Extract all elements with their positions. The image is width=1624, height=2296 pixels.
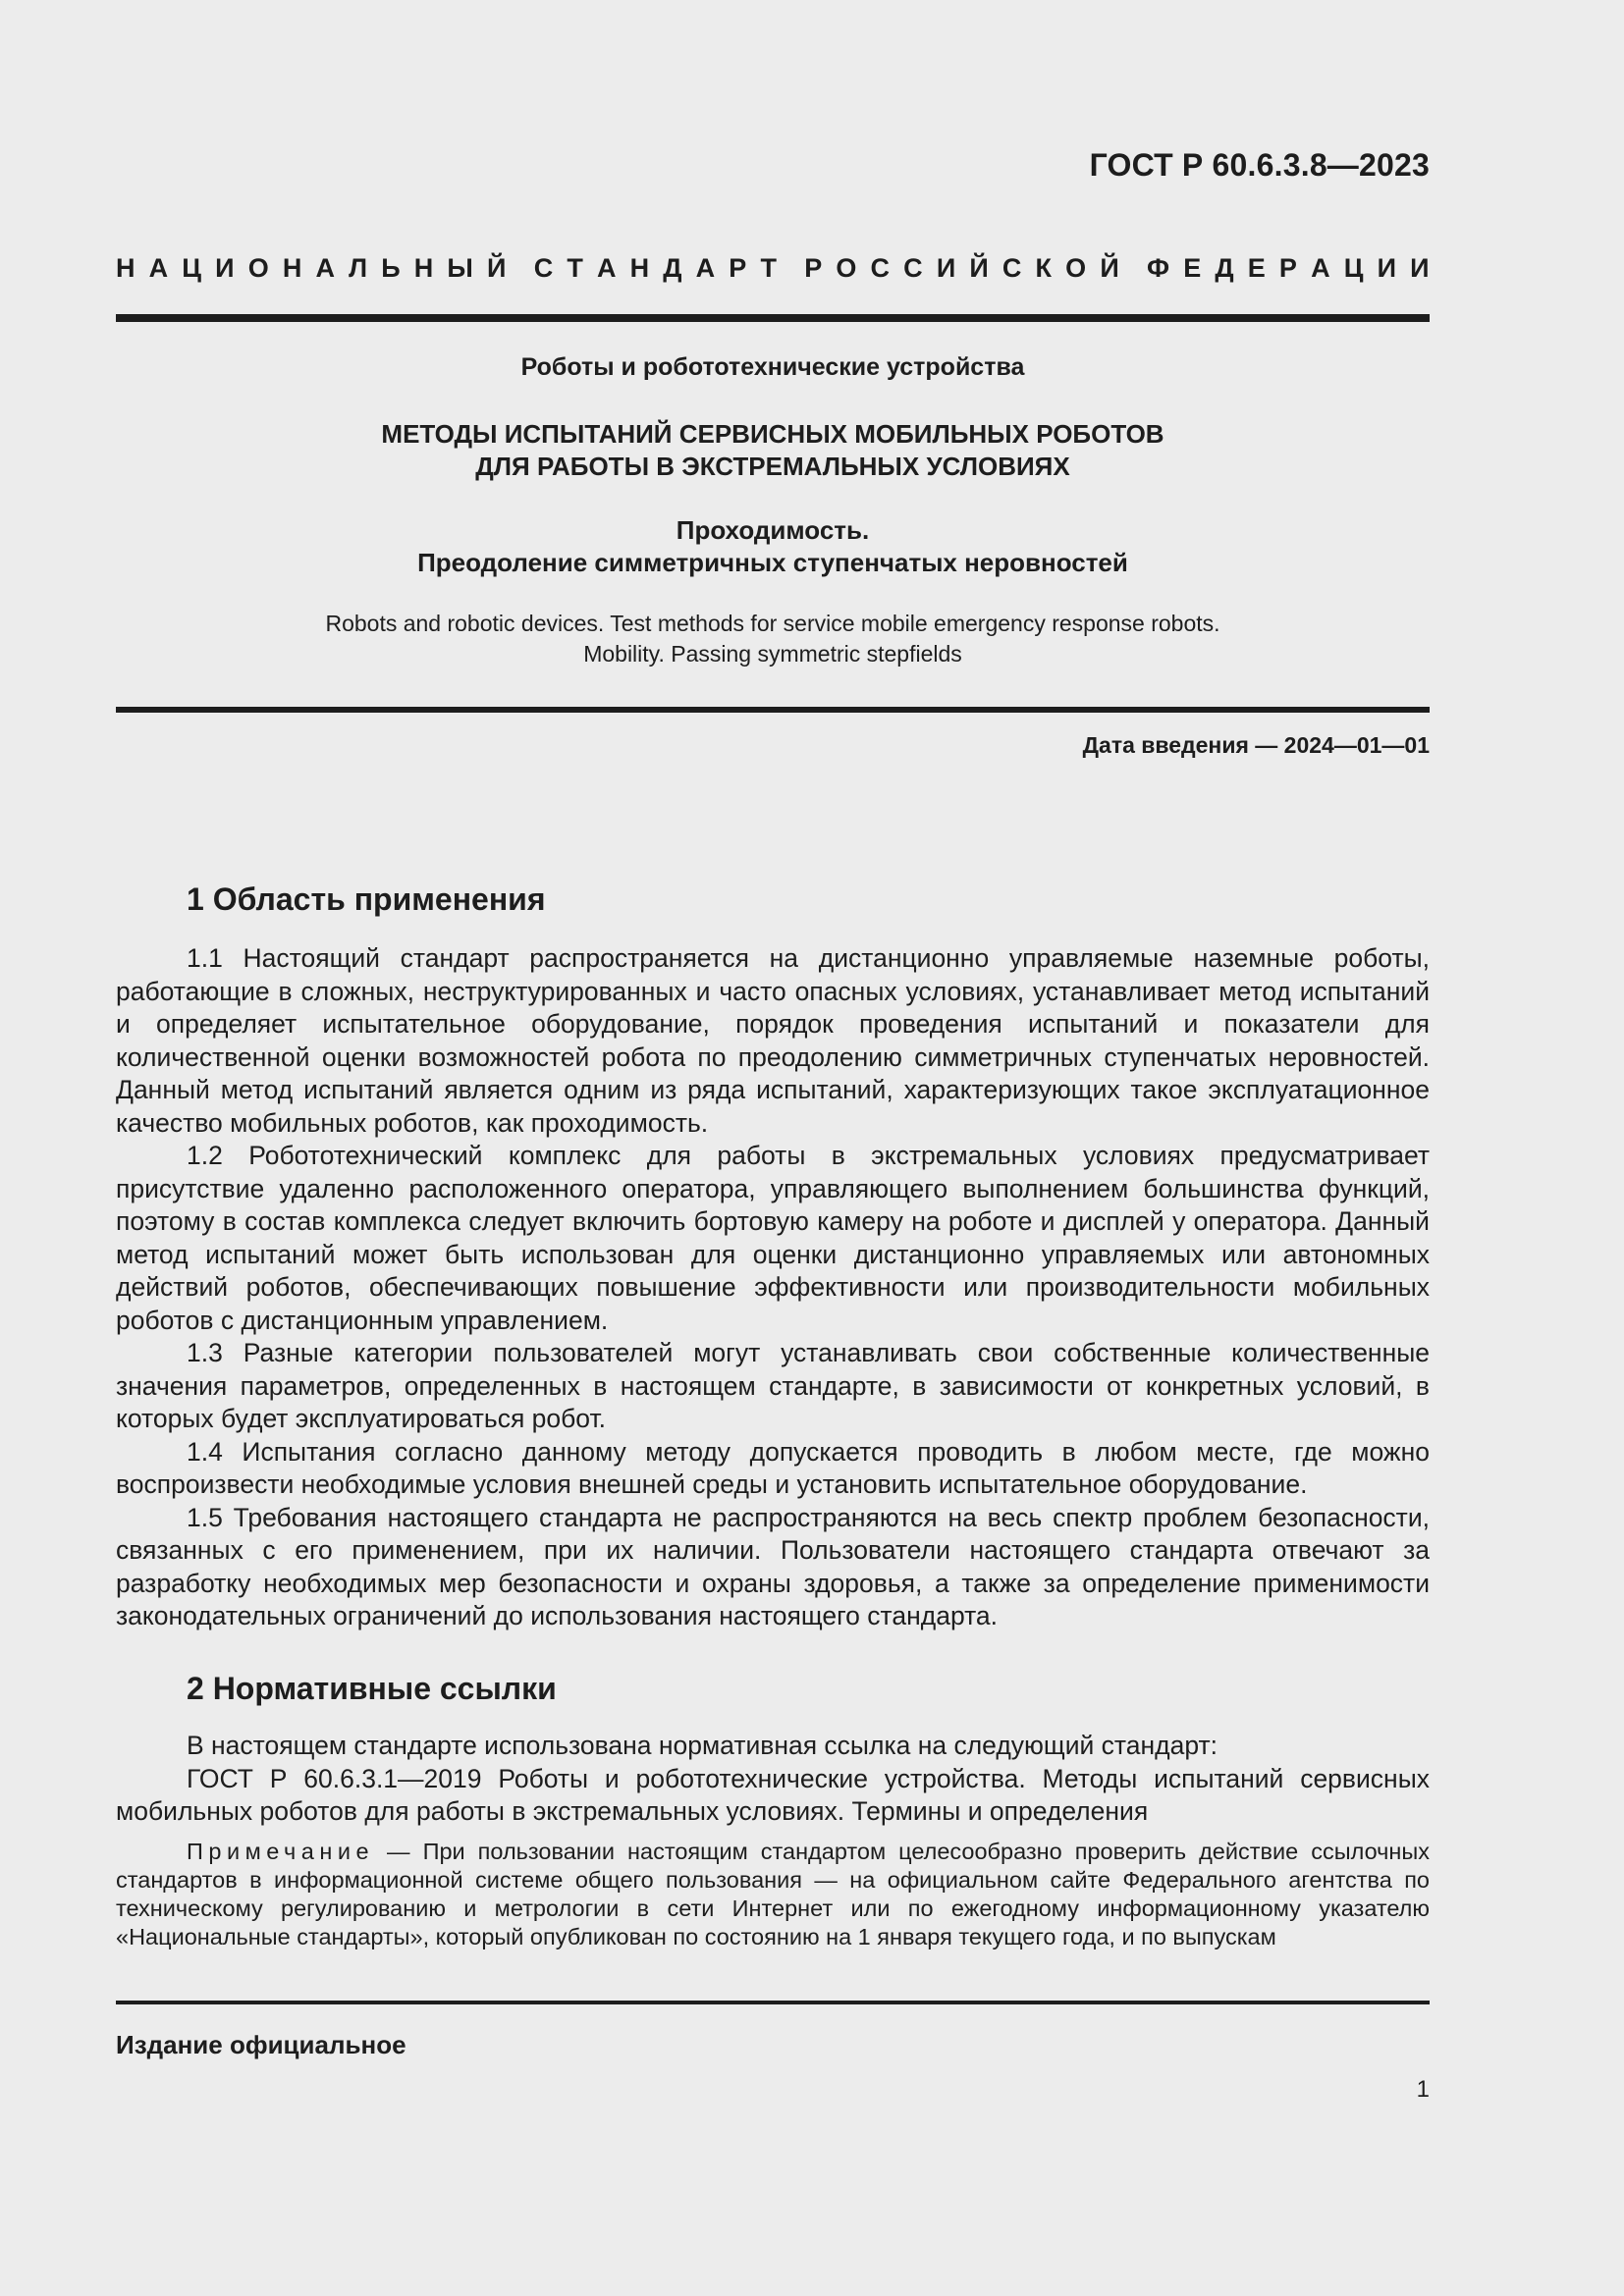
- national-title-letter: А: [596, 253, 617, 283]
- national-title-letter: Е: [1183, 253, 1202, 283]
- introduction-date: Дата введения — 2024—01—01: [1082, 732, 1430, 758]
- note-label: Примечание: [187, 1839, 375, 1864]
- national-title-letter: Н: [413, 253, 434, 283]
- national-title-letter: Ь: [381, 253, 401, 283]
- paragraph-1-2: 1.2 Робототехнический комплекс для работы в экстремальных условиях предусматривает присутствие удаленно расположенного оператора, управляющего выполнением большинства функций, поэтому в состав комплекса следует включить бортовую камеру на роботе и дисплей у оператора. Данный метод испытаний может быть использован для оценки дистанционно управляемых или автономных действий роботов, обеспечивающих повышение эффективности или производительности мобильных роботов с дистанционным управлением.: [116, 1141, 1430, 1335]
- national-title-letter: Д: [663, 253, 682, 283]
- national-title-letter: О: [836, 253, 857, 283]
- national-title-letter: Р: [804, 253, 823, 283]
- national-title-letter: Н: [116, 253, 135, 283]
- section-1-heading: 1 Область применения: [187, 881, 546, 917]
- official-edition-label: Издание официальное: [116, 2030, 406, 2059]
- paragraph-1-3: 1.3 Разные категории пользователей могут устанавливать свои собственные количественные значения параметров, определенных в настоящем стандарте, в зависимости от конкретных условий, в которых будет эксплуатироваться робот.: [116, 1338, 1430, 1433]
- part-title-line-1: Проходимость.: [676, 515, 870, 545]
- series-title: Роботы и робототехнические устройства: [520, 353, 1025, 381]
- national-title-letter: Ы: [447, 253, 473, 283]
- note: [116, 1838, 1430, 1951]
- national-title-letter: А: [1311, 253, 1330, 283]
- national-title-letter: О: [1065, 253, 1087, 283]
- page-number: 1: [1416, 2076, 1430, 2103]
- title-divider: [116, 707, 1430, 713]
- national-title-letter: К: [1035, 253, 1053, 283]
- footer-divider: [116, 2001, 1430, 2004]
- section-2-heading: 2 Нормативные ссылки: [187, 1671, 557, 1706]
- section-2-body: [116, 1730, 1430, 1829]
- paragraph-1-5: 1.5 Требования настоящего стандарта не распространяются на весь спектр проблем безопасности, связанных с его применением, при их наличии. Пользователи настоящего стандарта отвечают за разработку необходимых мер безопасности и охраны здоровья, а также за определение применимости законодательных ограничений до использования настоящего стандарта.: [116, 1502, 1430, 1630]
- national-title-letter: Н: [629, 253, 650, 283]
- national-title-letter: Л: [349, 253, 368, 283]
- national-title-letter: И: [215, 253, 235, 283]
- paragraph-1-1: 1.1 Настоящий стандарт распространяется на дистанционно управляемые наземные роботы, работающие в сложных, неструктурированных и часто опасных условиях, устанавливает метод испытаний и определяет испытательное оборудование, порядок проведения испытаний и показатели для количественной оценки возможностей робота по преодолению симметричных ступенчатых неровностей. Данный метод испытаний является одним из ряда испытаний, характеризующих такое эксплуатационное качество мобильных роботов, как проходимость.: [116, 943, 1430, 1138]
- national-title-letter: А: [148, 253, 169, 283]
- national-title-letter: Ц: [1343, 253, 1364, 283]
- section-2-intro: В настоящем стандарте использована нормативная ссылка на следующий стандарт:: [187, 1731, 1218, 1760]
- national-title-letter: Р: [1278, 253, 1297, 283]
- national-title-letter: С: [533, 253, 554, 283]
- national-title-letter: А: [315, 253, 335, 283]
- english-title-line-2: Mobility. Passing symmetric stepfields: [583, 641, 962, 667]
- document-number: ГОСТ Р 60.6.3.8—2023: [1089, 147, 1430, 183]
- national-title-letter: С: [870, 253, 891, 283]
- main-title-line-2: ДЛЯ РАБОТЫ В ЭКСТРЕМАЛЬНЫХ УСЛОВИЯХ: [475, 452, 1070, 481]
- national-title-letter: Р: [729, 253, 747, 283]
- national-title-letter: С: [1001, 253, 1022, 283]
- section-1-body: [116, 942, 1430, 1633]
- national-title-letter: И: [1377, 253, 1396, 283]
- english-title-line-1: Robots and robotic devices. Test methods for service mobile emergency response robots.: [325, 611, 1220, 636]
- part-title: [116, 514, 1430, 579]
- part-title-line-2: Преодоление симметричных ступенчатых неровностей: [417, 548, 1128, 577]
- top-divider: [116, 314, 1430, 322]
- english-title: [116, 609, 1430, 669]
- national-title-letter: Й: [969, 253, 989, 283]
- main-title-line-1: МЕТОДЫ ИСПЫТАНИЙ СЕРВИСНЫХ МОБИЛЬНЫХ РОБОТОВ: [381, 419, 1164, 449]
- main-title: [116, 418, 1430, 483]
- national-title-letter: Т: [567, 253, 583, 283]
- paragraph-1-4: 1.4 Испытания согласно данному методу допускается проводить в любом месте, где можно воспроизвести необходимые условия внешней среды и установить испытательное оборудование.: [116, 1436, 1430, 1499]
- national-title-letter: А: [695, 253, 716, 283]
- national-title-letter: Т: [760, 253, 777, 283]
- national-title-letter: И: [936, 253, 956, 283]
- national-title-letter: Ф: [1147, 253, 1170, 283]
- national-title-letter: Н: [282, 253, 302, 283]
- national-title-letter: Е: [1247, 253, 1266, 283]
- national-title-letter: Ц: [182, 253, 202, 283]
- national-title-letter: Й: [1100, 253, 1119, 283]
- national-title-letter: Д: [1215, 253, 1234, 283]
- national-standard-title: [116, 253, 1430, 284]
- national-title-letter: Й: [487, 253, 507, 283]
- national-title-letter: И: [1410, 253, 1430, 283]
- note-text: — При пользовании настоящим стандартом целесообразно проверить действие ссылочных стандартов в информационной системе общего пользования — на официальном сайте Федерального агентства по техническому регулированию и метрологии в сети Интернет или по ежегодному информационному указателю «Национальные стандарты», который опубликован по состоянию на 1 января текущего года, и по выпускам: [116, 1839, 1430, 1949]
- normative-reference: ГОСТ Р 60.6.3.1—2019 Роботы и робототехнические устройства. Методы испытаний сервисных мобильных роботов для работы в экстремальных условиях. Термины и определения: [116, 1763, 1430, 1826]
- national-title-letter: О: [247, 253, 269, 283]
- national-title-letter: С: [903, 253, 923, 283]
